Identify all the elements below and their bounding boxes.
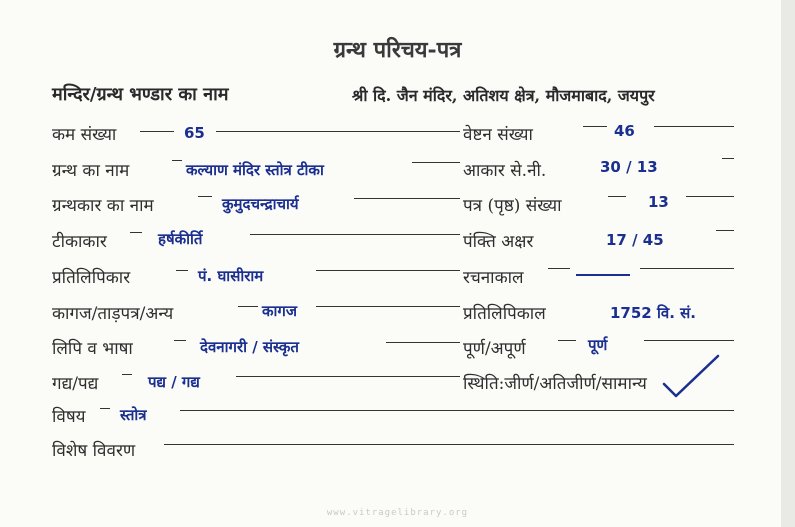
script-language-label: लिपि व भाषा [52,339,133,359]
script-language-line-b [386,342,460,343]
subject-line-b [180,410,734,411]
copy-date-value: 1752 वि. सं. [610,304,696,322]
special-details-line [164,444,734,445]
composition-period-label: रचनाकाल [463,268,524,288]
commentator-value: हर्षकीर्ति [158,230,203,248]
copyist-label: प्रतिलिपिकार [52,268,131,288]
page-count-line-b [686,196,734,197]
condition-label: स्थिति:जीर्ण/अतिजीर्ण/सामान्य [463,374,647,394]
serial-number-label: कम संख्या [52,125,117,145]
complete-label: पूर्ण/अपूर्ण [463,339,526,359]
prose-verse-line-a [122,374,132,375]
book-name-value: कल्याण मंदिर स्तोत्र टीका [186,161,324,179]
author-line-b [354,198,460,199]
line-letters-line [716,230,734,231]
subject-value: स्तोत्र [120,406,147,424]
complete-value: पूर्ण [588,336,608,354]
page-count-line-a [608,196,626,197]
card-title: ग्रन्थ परिचय-पत्र [333,37,462,63]
serial-number-line-b [216,131,460,132]
author-value: कुमुदचन्द्राचार्य [222,195,299,213]
wrapper-number-line-b [654,126,734,127]
script-language-line-a [174,340,186,341]
line-letters-label: पंक्ति अक्षर [463,232,534,252]
subject-line-a [100,408,110,409]
wrapper-number-line-a [583,126,607,127]
card-edge [781,0,795,527]
book-name-label: ग्रन्थ का नाम [52,161,130,181]
page-count-label: पत्र (पृष्ठ) संख्या [463,196,562,216]
prose-verse-value: पद्य / गद्य [148,373,200,391]
commentator-line-b [250,234,460,235]
watermark: www.vitragelibrary.org [326,508,469,518]
material-line-b [316,306,460,307]
material-label: कागज/ताड़पत्र/अन्य [52,304,174,324]
author-line-a [198,196,212,197]
size-label: आकार से.नी. [463,161,547,181]
temple-name-value: श्री दि. जैन मंदिर, अतिशय क्षेत्र, मौजमाबाद, जयपुर [352,86,655,105]
script-language-value: देवनागरी / संस्कृत [200,338,299,356]
size-line [722,158,734,159]
copyist-value: पं. घासीराम [198,267,264,285]
composition-period-blank-mark [576,274,630,276]
copy-date-label: प्रतिलिपिकाल [463,304,546,324]
wrapper-number-value: 46 [614,122,635,140]
author-label: ग्रन्थकार का नाम [52,196,154,216]
prose-verse-label: गद्य/पद्य [52,374,99,394]
complete-line-b [644,340,734,341]
book-name-line-b [412,162,460,163]
prose-verse-line-b [236,376,460,377]
page-count-value: 13 [648,193,669,211]
wrapper-number-label: वेष्टन संख्या [463,125,533,145]
material-line-a [238,306,258,307]
serial-number-line-a [140,131,174,132]
serial-number-value: 65 [184,124,205,142]
copyist-line-a [176,270,188,271]
complete-line-a [558,340,576,341]
commentator-label: टीकाकार [52,232,107,252]
temple-name-label: मन्दिर/ग्रन्थ भण्डार का नाम [52,84,229,105]
line-letters-value: 17 / 45 [606,231,664,249]
special-details-label: विशेष विवरण [52,441,136,461]
commentator-line-a [130,232,142,233]
size-value: 30 / 13 [600,158,658,176]
composition-period-line-a [548,268,570,269]
material-value: कागज [262,302,297,320]
checkmark-icon [662,352,722,400]
book-name-line-a [172,160,182,161]
copyist-line-b [316,270,460,271]
subject-label: विषय [52,407,86,427]
composition-period-line-b [640,268,734,269]
